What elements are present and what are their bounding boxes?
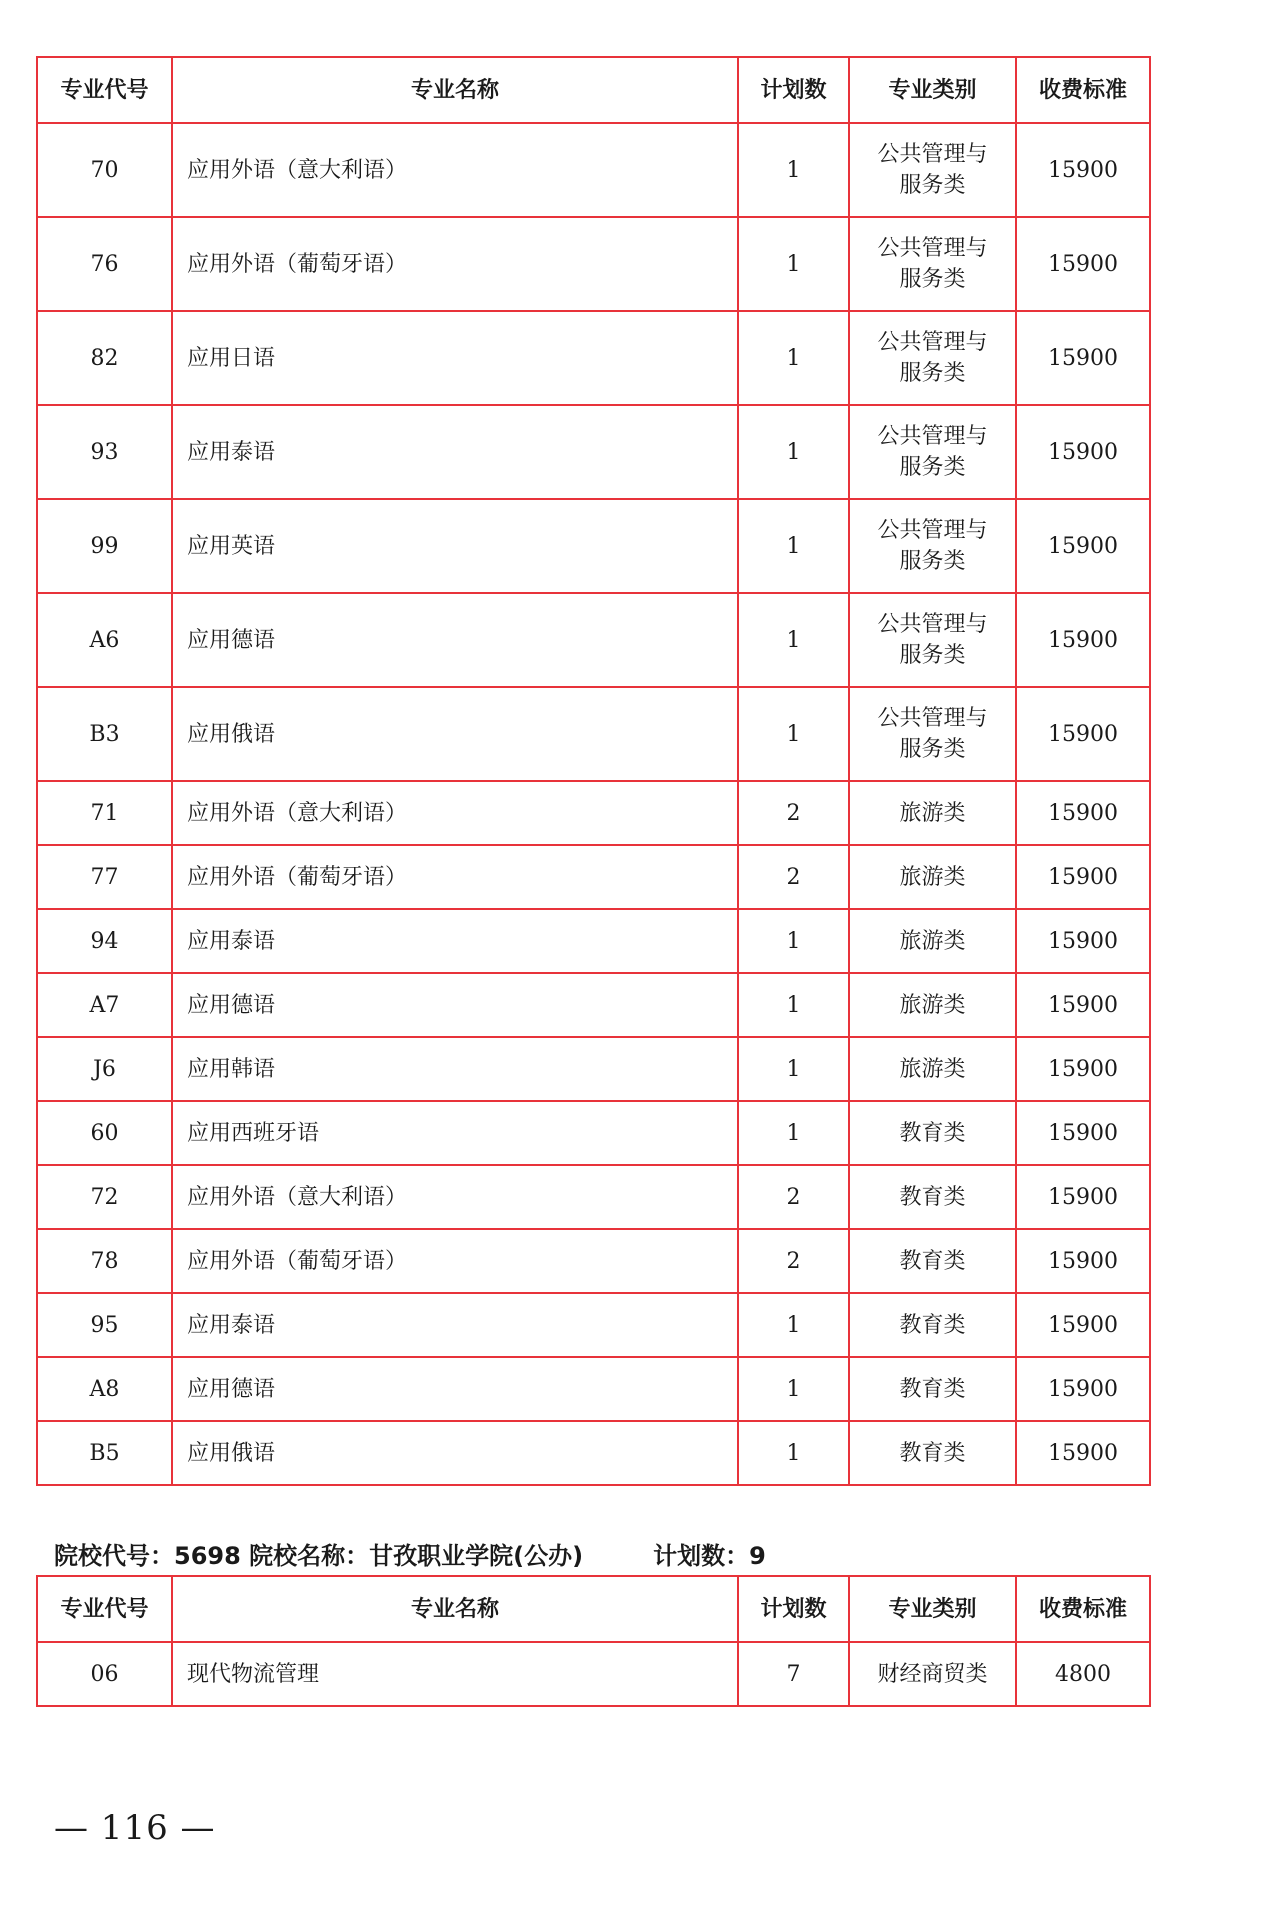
major-category-line: 教育类: [899, 1440, 966, 1466]
tuition-fee: 15900: [1016, 405, 1150, 499]
major-code: 60: [37, 1101, 172, 1165]
major-category-line: 服务类: [899, 173, 966, 198]
plan-count: 1: [738, 1357, 849, 1421]
tuition-fee: 15900: [1016, 973, 1150, 1037]
tuition-fee: 15900: [1016, 1165, 1150, 1229]
plan-count: 1: [738, 973, 849, 1037]
plan-count: 1: [738, 405, 849, 499]
major-code: 71: [37, 781, 172, 845]
plan-count: 1: [738, 123, 849, 217]
plan-count: 1: [738, 1101, 849, 1165]
major-code: 78: [37, 1229, 172, 1293]
major-code: A8: [37, 1357, 172, 1421]
major-name: 应用外语（意大利语）: [172, 1165, 738, 1229]
major-category: [849, 311, 1016, 405]
tuition-fee: 15900: [1016, 781, 1150, 845]
page-number: — 116 —: [54, 1808, 216, 1848]
major-code: J6: [37, 1037, 172, 1101]
major-name: 应用外语（意大利语）: [172, 781, 738, 845]
header-code: 专业代号: [37, 1576, 172, 1642]
table-row: [37, 973, 1150, 1037]
header-code: 专业代号: [37, 57, 172, 123]
major-category-line: 服务类: [899, 643, 966, 668]
table-row: [37, 1642, 1150, 1706]
plan-count: 2: [738, 781, 849, 845]
major-category-line: 旅游类: [899, 928, 966, 954]
table-header-row: [37, 57, 1150, 123]
table-row: [37, 1293, 1150, 1357]
major-name: 应用泰语: [172, 405, 738, 499]
plan-count: 2: [738, 1165, 849, 1229]
major-code: B3: [37, 687, 172, 781]
major-code: A6: [37, 593, 172, 687]
major-name: 应用韩语: [172, 1037, 738, 1101]
major-category: [849, 593, 1016, 687]
tuition-fee: 15900: [1016, 593, 1150, 687]
plan-count: 7: [738, 1642, 849, 1706]
table-row: [37, 123, 1150, 217]
major-category-line: 服务类: [899, 455, 966, 480]
major-category: [849, 1037, 1016, 1101]
major-name: 应用德语: [172, 1357, 738, 1421]
plan-count: 2: [738, 845, 849, 909]
major-code: 06: [37, 1642, 172, 1706]
major-category-line: 公共管理与: [877, 236, 988, 261]
major-name: 应用俄语: [172, 1421, 738, 1485]
table-row: [37, 1229, 1150, 1293]
major-name: 现代物流管理: [172, 1642, 738, 1706]
plan-count: 1: [738, 311, 849, 405]
major-category: [849, 217, 1016, 311]
tuition-fee: 15900: [1016, 499, 1150, 593]
major-category-line: 服务类: [899, 737, 966, 762]
major-category-line: 旅游类: [899, 1056, 966, 1082]
table-row: [37, 687, 1150, 781]
major-category: [849, 1421, 1016, 1485]
major-code: 94: [37, 909, 172, 973]
tuition-fee: 15900: [1016, 1421, 1150, 1485]
major-category-line: 教育类: [899, 1376, 966, 1402]
major-name: 应用外语（意大利语）: [172, 123, 738, 217]
table-row: [37, 499, 1150, 593]
header-name: 专业名称: [172, 57, 738, 123]
major-code: 76: [37, 217, 172, 311]
major-category-line: 公共管理与: [877, 330, 988, 355]
major-code: B5: [37, 1421, 172, 1485]
major-name: 应用德语: [172, 593, 738, 687]
table-row: [37, 593, 1150, 687]
major-name: 应用外语（葡萄牙语）: [172, 1229, 738, 1293]
table-header-row: [37, 1576, 1150, 1642]
major-code: 93: [37, 405, 172, 499]
major-name: 应用德语: [172, 973, 738, 1037]
tuition-fee: 15900: [1016, 217, 1150, 311]
header-plan: 计划数: [738, 57, 849, 123]
tuition-fee: 4800: [1016, 1642, 1150, 1706]
major-category-line: 教育类: [899, 1184, 966, 1210]
major-category-line: 公共管理与: [877, 706, 988, 731]
major-category-line: 公共管理与: [877, 142, 988, 167]
tuition-fee: 15900: [1016, 1037, 1150, 1101]
major-category-line: 教育类: [899, 1120, 966, 1146]
major-category: [849, 973, 1016, 1037]
school-header: [54, 1536, 766, 1570]
tuition-fee: 15900: [1016, 687, 1150, 781]
major-category: [849, 845, 1016, 909]
table-row: [37, 1357, 1150, 1421]
plan-count: 1: [738, 1293, 849, 1357]
major-category: [849, 687, 1016, 781]
major-category-line: 教育类: [899, 1248, 966, 1274]
school-info: 院校代号：5698 院校名称：甘孜职业学院(公办): [54, 1542, 584, 1570]
header-fee: 收费标准: [1016, 57, 1150, 123]
major-code: 70: [37, 123, 172, 217]
major-category-line: 公共管理与: [877, 424, 988, 449]
major-code: 72: [37, 1165, 172, 1229]
header-fee: 收费标准: [1016, 1576, 1150, 1642]
major-category-line: 旅游类: [899, 800, 966, 826]
major-category: [849, 499, 1016, 593]
plan-count: 1: [738, 1037, 849, 1101]
major-name: 应用泰语: [172, 909, 738, 973]
plan-count: 1: [738, 499, 849, 593]
table-row: [37, 1421, 1150, 1485]
school-major-table-body: [37, 1642, 1150, 1706]
table-row: [37, 217, 1150, 311]
major-category: [849, 1101, 1016, 1165]
header-category: 专业类别: [849, 1576, 1016, 1642]
major-category-line: 旅游类: [899, 992, 966, 1018]
major-code: 99: [37, 499, 172, 593]
major-category-line: 服务类: [899, 549, 966, 574]
major-category-line: 服务类: [899, 361, 966, 386]
major-name: 应用泰语: [172, 1293, 738, 1357]
major-name: 应用西班牙语: [172, 1101, 738, 1165]
major-name: 应用日语: [172, 311, 738, 405]
school-major-table: [36, 1575, 1151, 1707]
major-category: [849, 1642, 1016, 1706]
major-category: [849, 1357, 1016, 1421]
table-row: [37, 1101, 1150, 1165]
major-name: 应用外语（葡萄牙语）: [172, 217, 738, 311]
major-category: [849, 405, 1016, 499]
tuition-fee: 15900: [1016, 909, 1150, 973]
major-category-line: 旅游类: [899, 864, 966, 890]
major-code: 95: [37, 1293, 172, 1357]
header-name: 专业名称: [172, 1576, 738, 1642]
major-name: 应用俄语: [172, 687, 738, 781]
major-category-line: 公共管理与: [877, 612, 988, 637]
major-category-line: 教育类: [899, 1312, 966, 1338]
major-code: 77: [37, 845, 172, 909]
plan-count: 2: [738, 1229, 849, 1293]
major-category: [849, 781, 1016, 845]
plan-count: 1: [738, 217, 849, 311]
major-category: [849, 1229, 1016, 1293]
major-category-line: 服务类: [899, 267, 966, 292]
tuition-fee: 15900: [1016, 845, 1150, 909]
table-row: [37, 1037, 1150, 1101]
tuition-fee: 15900: [1016, 311, 1150, 405]
tuition-fee: 15900: [1016, 1229, 1150, 1293]
major-category: [849, 1293, 1016, 1357]
tuition-fee: 15900: [1016, 1101, 1150, 1165]
header-plan: 计划数: [738, 1576, 849, 1642]
major-category: [849, 123, 1016, 217]
major-table-body: [37, 123, 1150, 1485]
plan-count: 1: [738, 687, 849, 781]
tuition-fee: 15900: [1016, 1357, 1150, 1421]
major-category-line: 公共管理与: [877, 518, 988, 543]
table-row: [37, 781, 1150, 845]
tuition-fee: 15900: [1016, 123, 1150, 217]
major-table: [36, 56, 1151, 1486]
major-code: 82: [37, 311, 172, 405]
tuition-fee: 15900: [1016, 1293, 1150, 1357]
school-plan-total: 计划数：9: [653, 1542, 766, 1570]
table-row: [37, 845, 1150, 909]
table-row: [37, 1165, 1150, 1229]
table-row: [37, 909, 1150, 973]
plan-count: 1: [738, 1421, 849, 1485]
major-category: [849, 1165, 1016, 1229]
major-name: 应用英语: [172, 499, 738, 593]
major-category-line: 财经商贸类: [877, 1661, 988, 1687]
major-name: 应用外语（葡萄牙语）: [172, 845, 738, 909]
table-row: [37, 405, 1150, 499]
table-row: [37, 311, 1150, 405]
header-category: 专业类别: [849, 57, 1016, 123]
major-category: [849, 909, 1016, 973]
major-code: A7: [37, 973, 172, 1037]
plan-count: 1: [738, 909, 849, 973]
plan-count: 1: [738, 593, 849, 687]
